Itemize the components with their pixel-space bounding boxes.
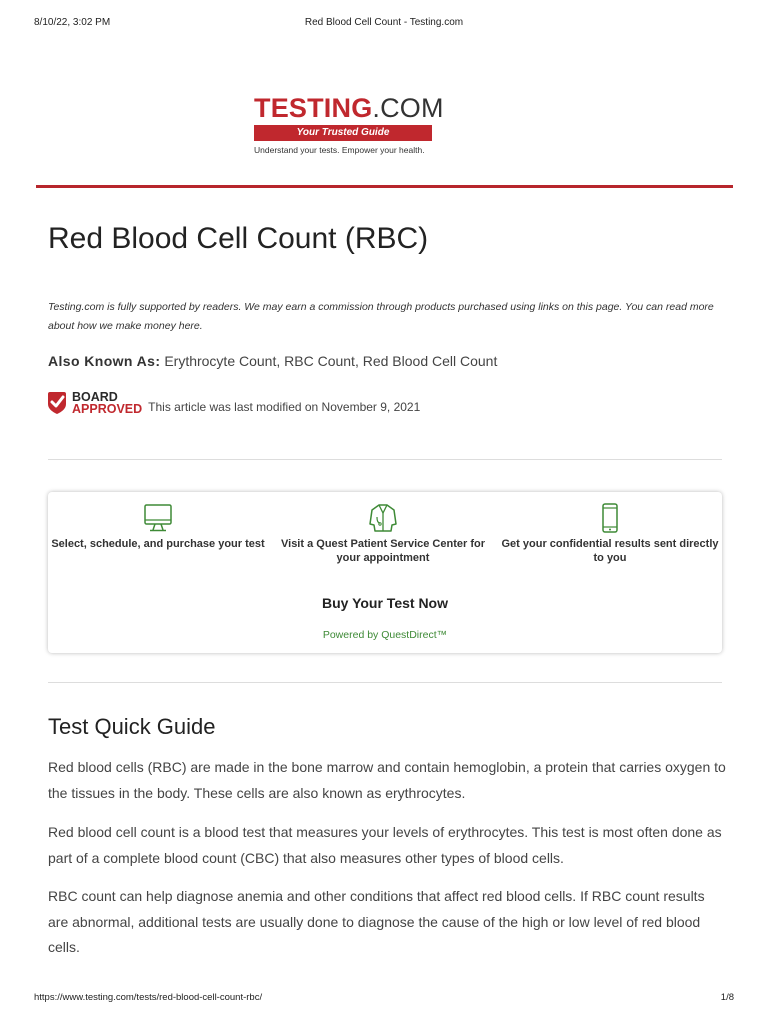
step-select — [48, 503, 268, 551]
steps-row — [48, 503, 722, 573]
print-doc-title: Red Blood Cell Count - Testing.com — [304, 17, 464, 28]
monitor-icon — [143, 503, 173, 533]
print-datetime: 8/10/22, 3:02 PM — [34, 17, 111, 28]
board-approved-text — [72, 391, 142, 415]
logo-brand-suffix: .COM — [372, 93, 444, 123]
print-footer — [34, 992, 734, 1006]
divider — [48, 459, 722, 460]
header-divider — [36, 185, 733, 188]
also-known-as — [48, 353, 497, 369]
logo-tagline: Understand your tests. Empower your health. — [254, 145, 425, 155]
divider — [48, 682, 722, 683]
affiliate-disclaimer: Testing.com is fully supported by readers. We may earn a commission through products purchased using links on this page. You can read more about how we make money here. — [48, 301, 714, 332]
board-approved-badge — [46, 391, 142, 415]
last-modified: This article was last modified on November 9, 2021 — [148, 400, 421, 414]
aka-value: Erythrocyte Count, RBC Count, Red Blood Cell Count — [164, 353, 498, 369]
testing-com-logo[interactable] — [254, 93, 444, 155]
board-line1: BOARD — [72, 390, 118, 404]
page-number: 1/8 — [720, 992, 734, 1003]
buy-test-button[interactable]: Buy Your Test Now — [321, 595, 448, 611]
aka-label: Also Known As: — [48, 353, 161, 369]
print-url: https://www.testing.com/tests/red-blood-cell-count-rbc/ — [34, 992, 263, 1003]
quick-guide-paragraph: Red blood cell count is a blood test that measures your levels of erythrocytes. This test is most often done as part of a complete blood count (CBC) that also measures other types of blood cells. — [48, 824, 722, 866]
step-results — [500, 503, 720, 565]
lab-coat-icon — [368, 503, 398, 533]
board-line2: APPROVED — [72, 402, 143, 416]
page-title: Red Blood Cell Count (RBC) — [48, 222, 429, 255]
checkmark-shield-icon — [46, 391, 68, 415]
step-results-text: Get your confidential results sent directly to you — [501, 538, 719, 564]
powered-by-questdirect: Powered by QuestDirect™ — [322, 629, 448, 641]
smartphone-icon — [595, 503, 625, 533]
quick-guide-paragraph: Red blood cells (RBC) are made in the bone marrow and contain hemoglobin, a protein that carries oxygen to the tissues in the body. These cells are also known as erythrocytes. — [48, 759, 726, 801]
print-header — [34, 17, 734, 31]
step-visit — [273, 503, 493, 565]
logo-brand-main: TESTING — [254, 93, 373, 123]
logo-banner: Your Trusted Guide — [254, 125, 432, 141]
step-visit-text: Visit a Quest Patient Service Center for your appointment — [281, 538, 485, 564]
quick-guide-title: Test Quick Guide — [48, 714, 216, 739]
quick-guide-paragraph: RBC count can help diagnose anemia and other conditions that affect red blood cells. If RBC count results are abnormal, additional tests are usually done to diagnose the cause of the high or low level of red blood cells. — [48, 888, 705, 955]
logo-wordmark — [254, 93, 444, 123]
buy-test-card — [48, 492, 722, 653]
step-select-text: Select, schedule, and purchase your test — [51, 538, 265, 550]
board-approved-row — [46, 389, 420, 417]
